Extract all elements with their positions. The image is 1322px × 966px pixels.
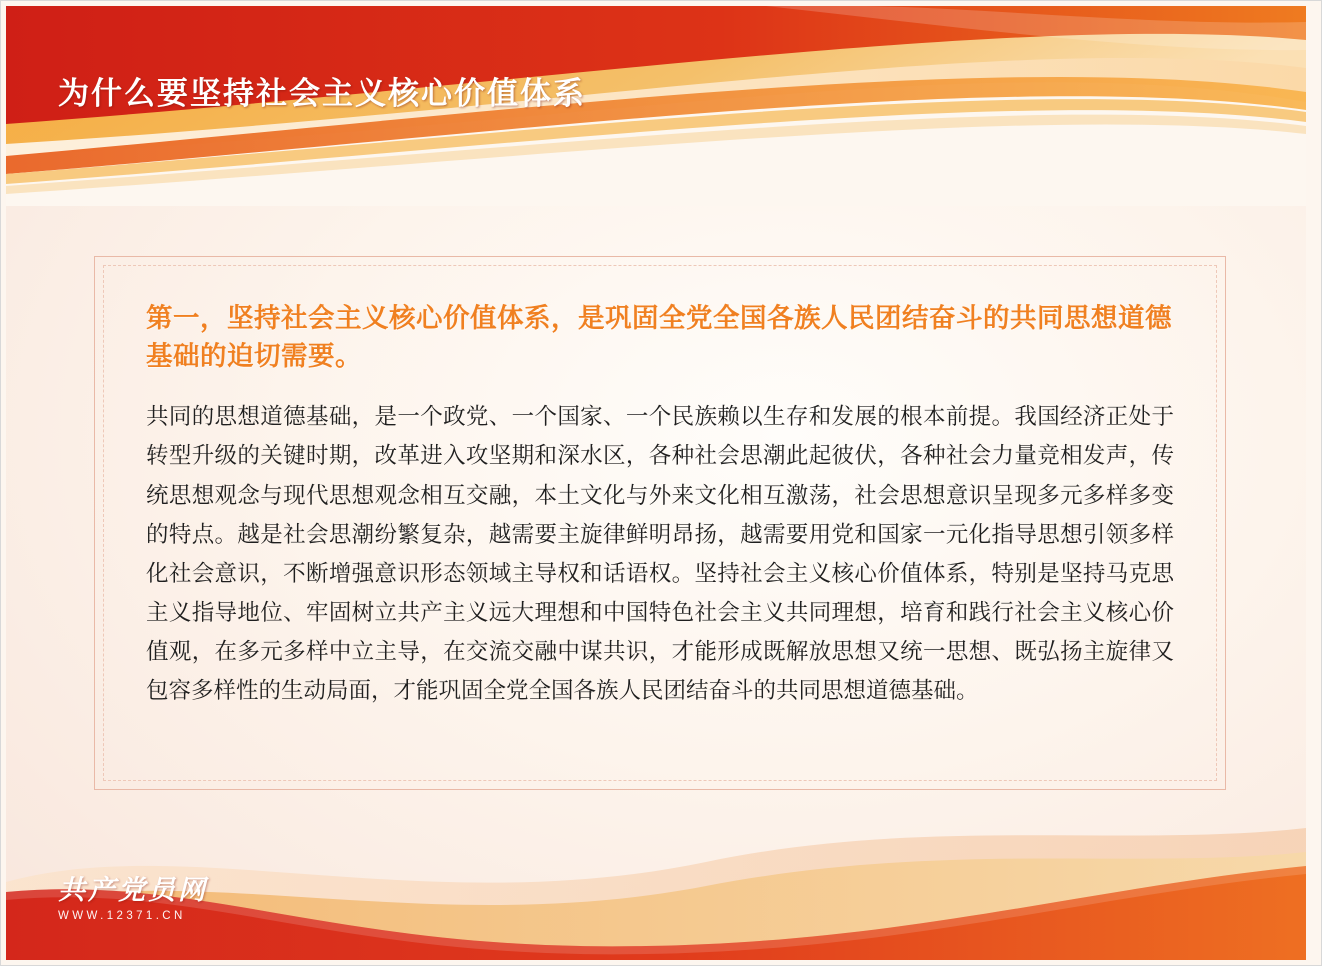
slide-canvas	[6, 6, 1306, 960]
section-heading: 第一，坚持社会主义核心价值体系，是巩固全党全国各族人民团结奋斗的共同思想道德基础的迫切需要。	[146, 303, 1172, 371]
page-title: 为什么要坚持社会主义核心价值体系	[58, 76, 586, 111]
content-box	[94, 256, 1226, 790]
site-logo	[58, 874, 208, 923]
content-inner-frame	[103, 265, 1217, 781]
footer-decoration	[6, 770, 1306, 960]
body-paragraph: 共同的思想道德基础，是一个政党、一个国家、一个民族赖以生存和发展的根本前提。我国经济正处于转型升级的关键时期，改革进入攻坚期和深水区，各种社会思潮此起彼伏，各种社会力量竞相发声，传统思想观念与现代思想观念相互交融，本土文化与外来文化相互激荡，社会思想意识呈现多元多样多变的特点。越是社会思潮纷繁复杂，越需要主旋律鲜明昂扬，越需要用党和国家一元化指导思想引领多样化社会意识，不断增强意识形态领域主导权和话语权。坚持社会主义核心价值体系，特别是坚持马克思主义指导地位、牢固树立共产主义远大理想和中国特色社会主义共同理想，培育和践行社会主义核心价值观，在多元多样中立主导，在交流交融中谋共识，才能形成既解放思想又统一思想、既弘扬主旋律又包容多样性的生动局面，才能巩固全党全国各族人民团结奋斗的共同思想道德基础。	[146, 404, 1174, 704]
logo-text: 共产党员网	[58, 874, 208, 905]
footer-graphic	[6, 770, 1306, 960]
top-banner	[6, 6, 1306, 206]
logo-url: WWW.12371.CN	[58, 909, 186, 922]
